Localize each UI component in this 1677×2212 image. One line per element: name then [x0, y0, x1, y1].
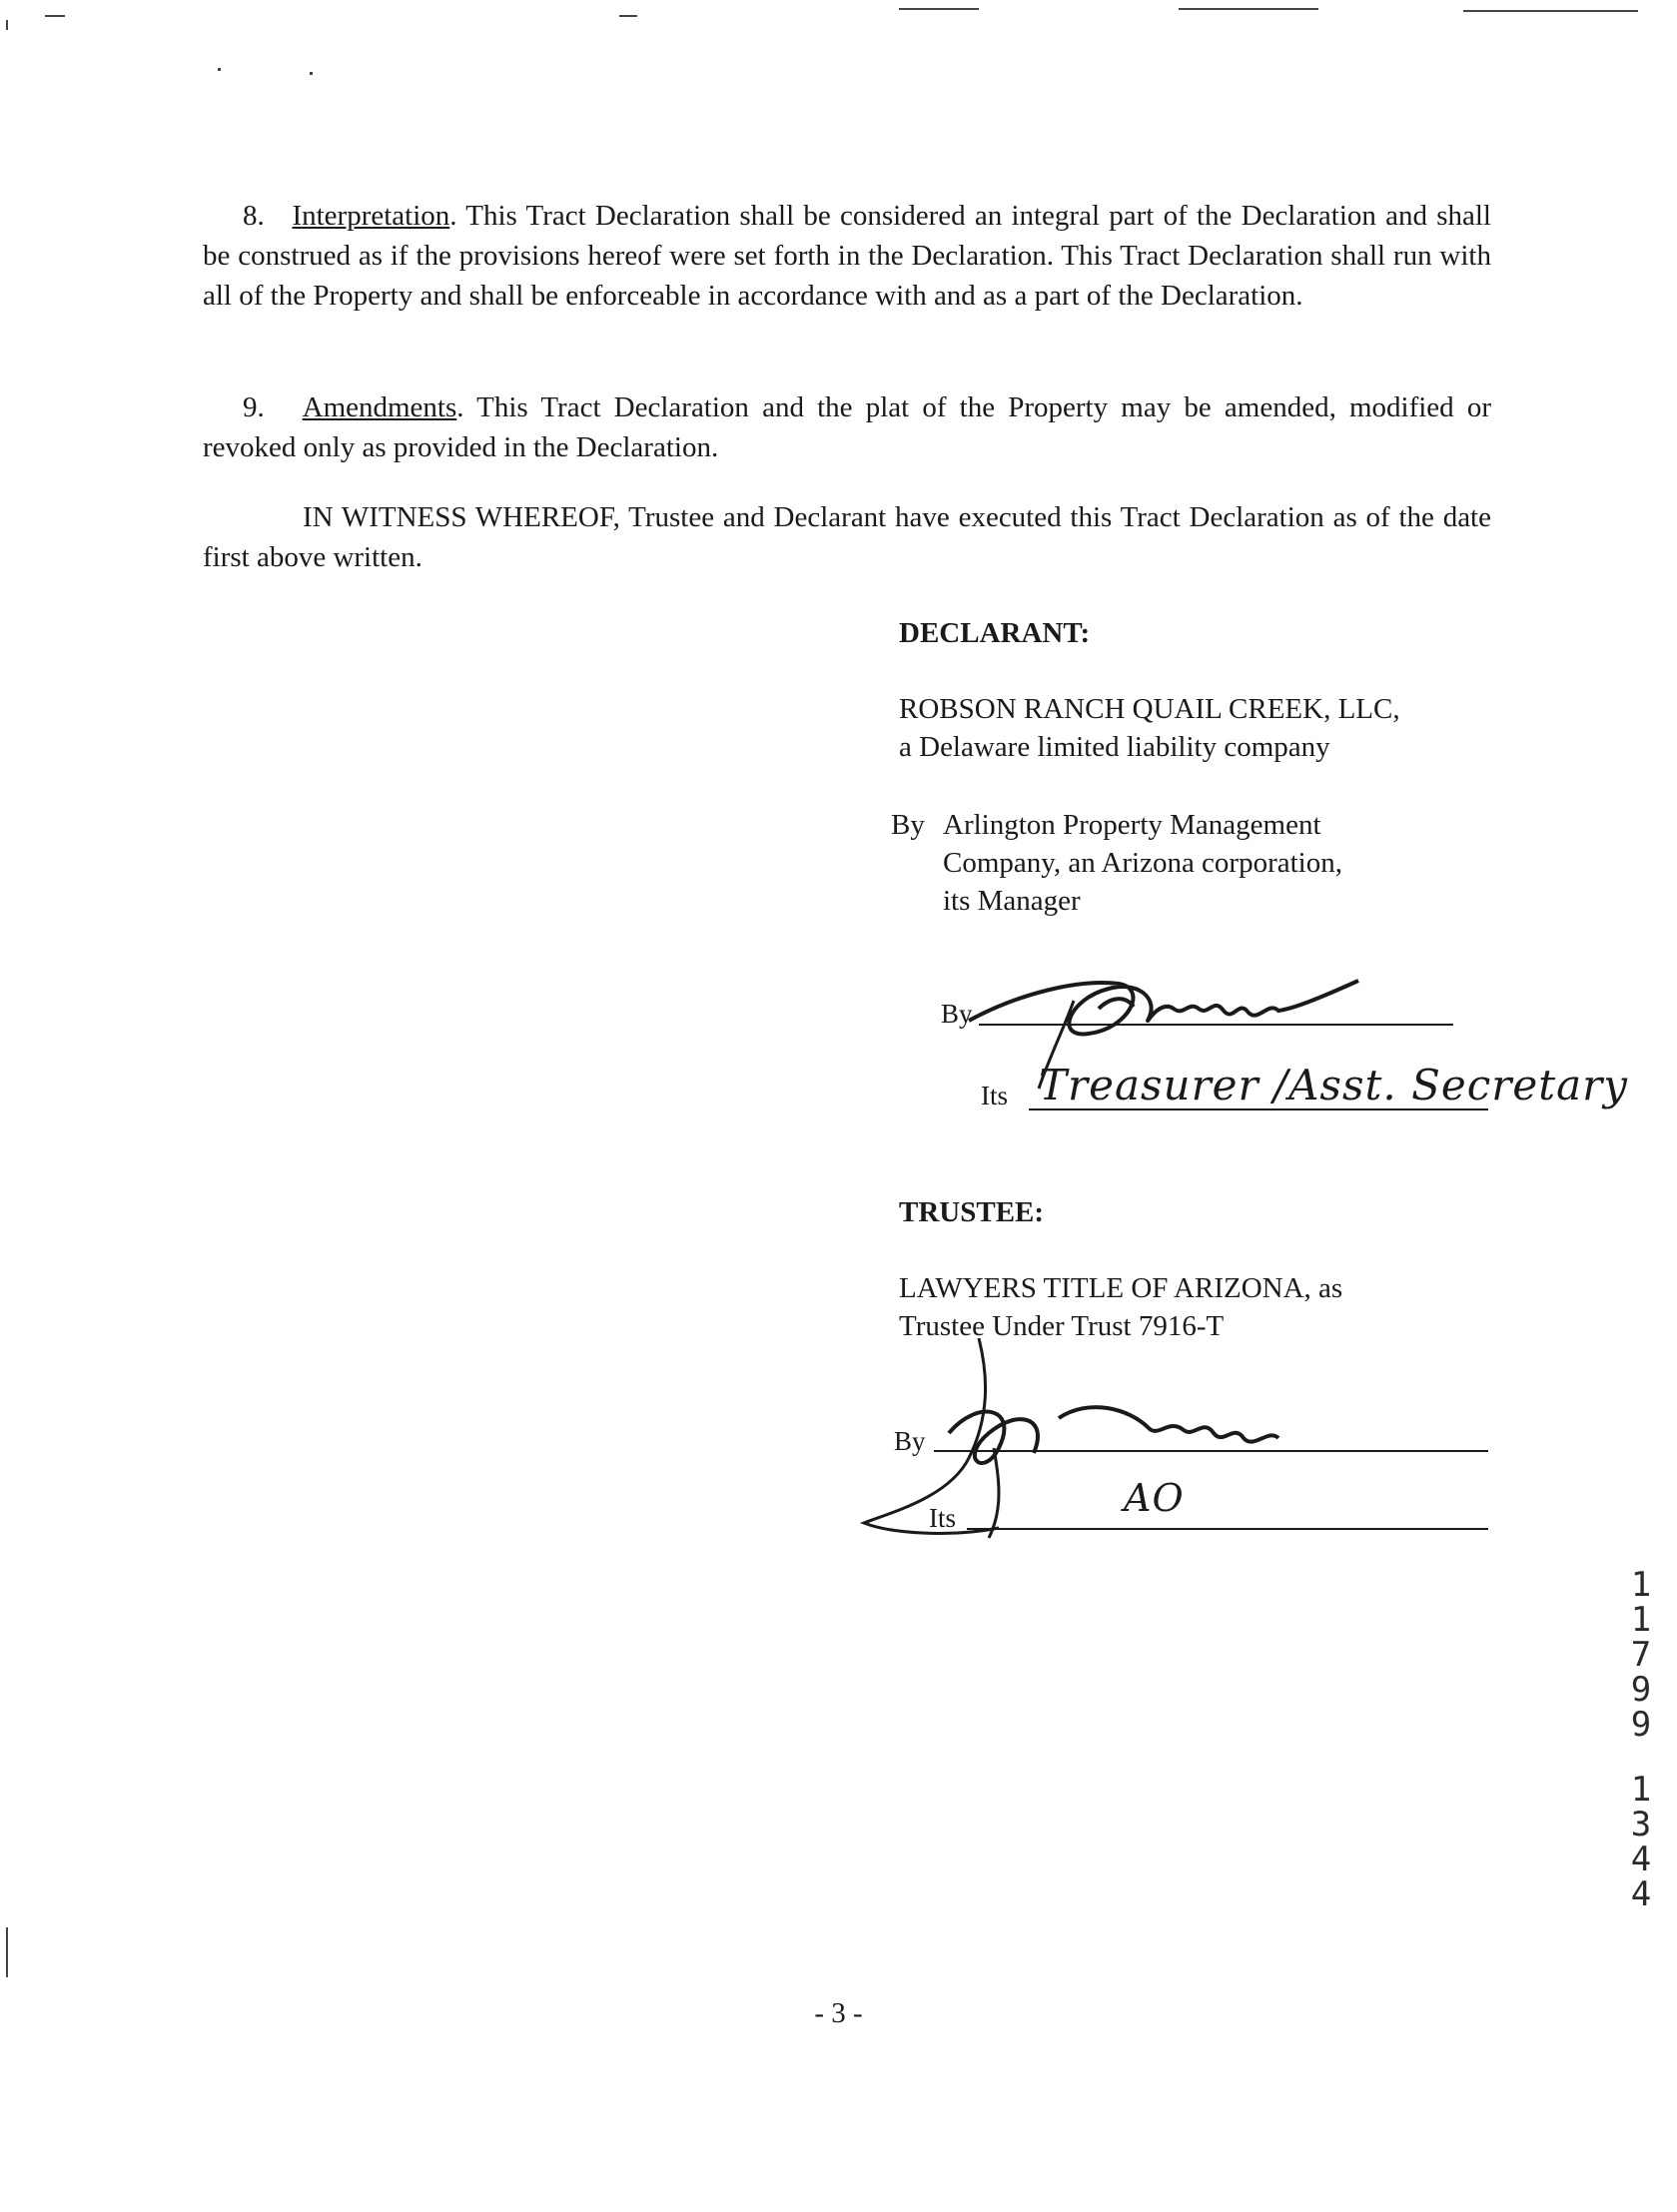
stamp-digit: 3	[1630, 1805, 1652, 1844]
scan-mark	[1179, 8, 1318, 10]
declarant-its-handwritten: Treasurer /Asst. Secretary	[1039, 1061, 1628, 1109]
section-9-heading: Amendments	[302, 391, 457, 423]
stamp-digit: 7	[1630, 1635, 1652, 1675]
trustee-name: LAWYERS TITLE OF ARIZONA, as	[899, 1272, 1343, 1304]
declarant-manager-line3: its Manager	[943, 885, 1081, 917]
section-9-text: . This Tract Declaration and the plat of the Property may be amended, modified or revoked only as provided in the Declaration.	[203, 391, 1491, 463]
stamp-digit: 9	[1630, 1670, 1652, 1710]
stamp-digit: 1	[1630, 1770, 1652, 1810]
stamp-digit: 4	[1630, 1840, 1652, 1879]
declarant-by-prefix: By	[891, 809, 925, 841]
recording-stamp-group-2	[1626, 1770, 1656, 1914]
declarant-manager-line1: Arlington Property Management	[943, 809, 1321, 841]
section-8-number: 8.	[243, 200, 265, 232]
declarant-manager-line2: Company, an Arizona corporation,	[943, 847, 1342, 879]
stamp-digit: 4	[1630, 1874, 1652, 1914]
scan-mark	[1463, 10, 1638, 12]
stamp-digit: 9	[1630, 1705, 1652, 1745]
stamp-digit: 1	[1630, 1565, 1652, 1605]
witness-clause	[203, 497, 1491, 577]
declarant-by-label: By	[941, 999, 973, 1029]
trustee-its-line	[967, 1528, 1488, 1530]
section-8	[203, 196, 1491, 316]
scan-mark	[619, 15, 637, 17]
scan-mark	[899, 8, 979, 10]
scan-mark	[6, 1927, 8, 1977]
trustee-signature	[849, 1338, 1328, 1548]
recording-stamp-group-1	[1626, 1565, 1656, 1745]
section-9-number: 9.	[243, 391, 265, 423]
stamp-digit: 1	[1630, 1600, 1652, 1640]
declarant-its-label: Its	[981, 1081, 1008, 1110]
page-number: - 3 -	[814, 1997, 863, 2029]
declarant-name: ROBSON RANCH QUAIL CREEK, LLC,	[899, 693, 1400, 725]
trustee-its-handwritten: AO	[1124, 1476, 1185, 1520]
section-9	[203, 387, 1491, 467]
scan-mark	[218, 68, 221, 71]
scan-mark	[310, 72, 313, 75]
scan-mark	[45, 15, 65, 17]
scan-mark	[6, 20, 8, 30]
trustee-heading: TRUSTEE:	[899, 1196, 1045, 1228]
trustee-trust: Trustee Under Trust 7916-T	[899, 1310, 1225, 1342]
declarant-heading: DECLARANT:	[899, 617, 1091, 649]
trustee-by-label: By	[894, 1426, 926, 1456]
trustee-its-label: Its	[929, 1503, 956, 1533]
declarant-entity: a Delaware limited liability company	[899, 731, 1330, 763]
section-8-text: . This Tract Declaration shall be considered an integral part of the Declaration and shall be construed as if the provisions hereof were set forth in the Declaration. This Tract Declaration shall run with all of the Property and shall be enforceable in accordance with and as a part of the Declaration.	[203, 200, 1491, 312]
witness-clause-text: IN WITNESS WHEREOF, Trustee and Declarant have executed this Tract Declaration as of the date first above written.	[203, 501, 1491, 573]
section-8-heading: Interpretation	[292, 200, 450, 232]
